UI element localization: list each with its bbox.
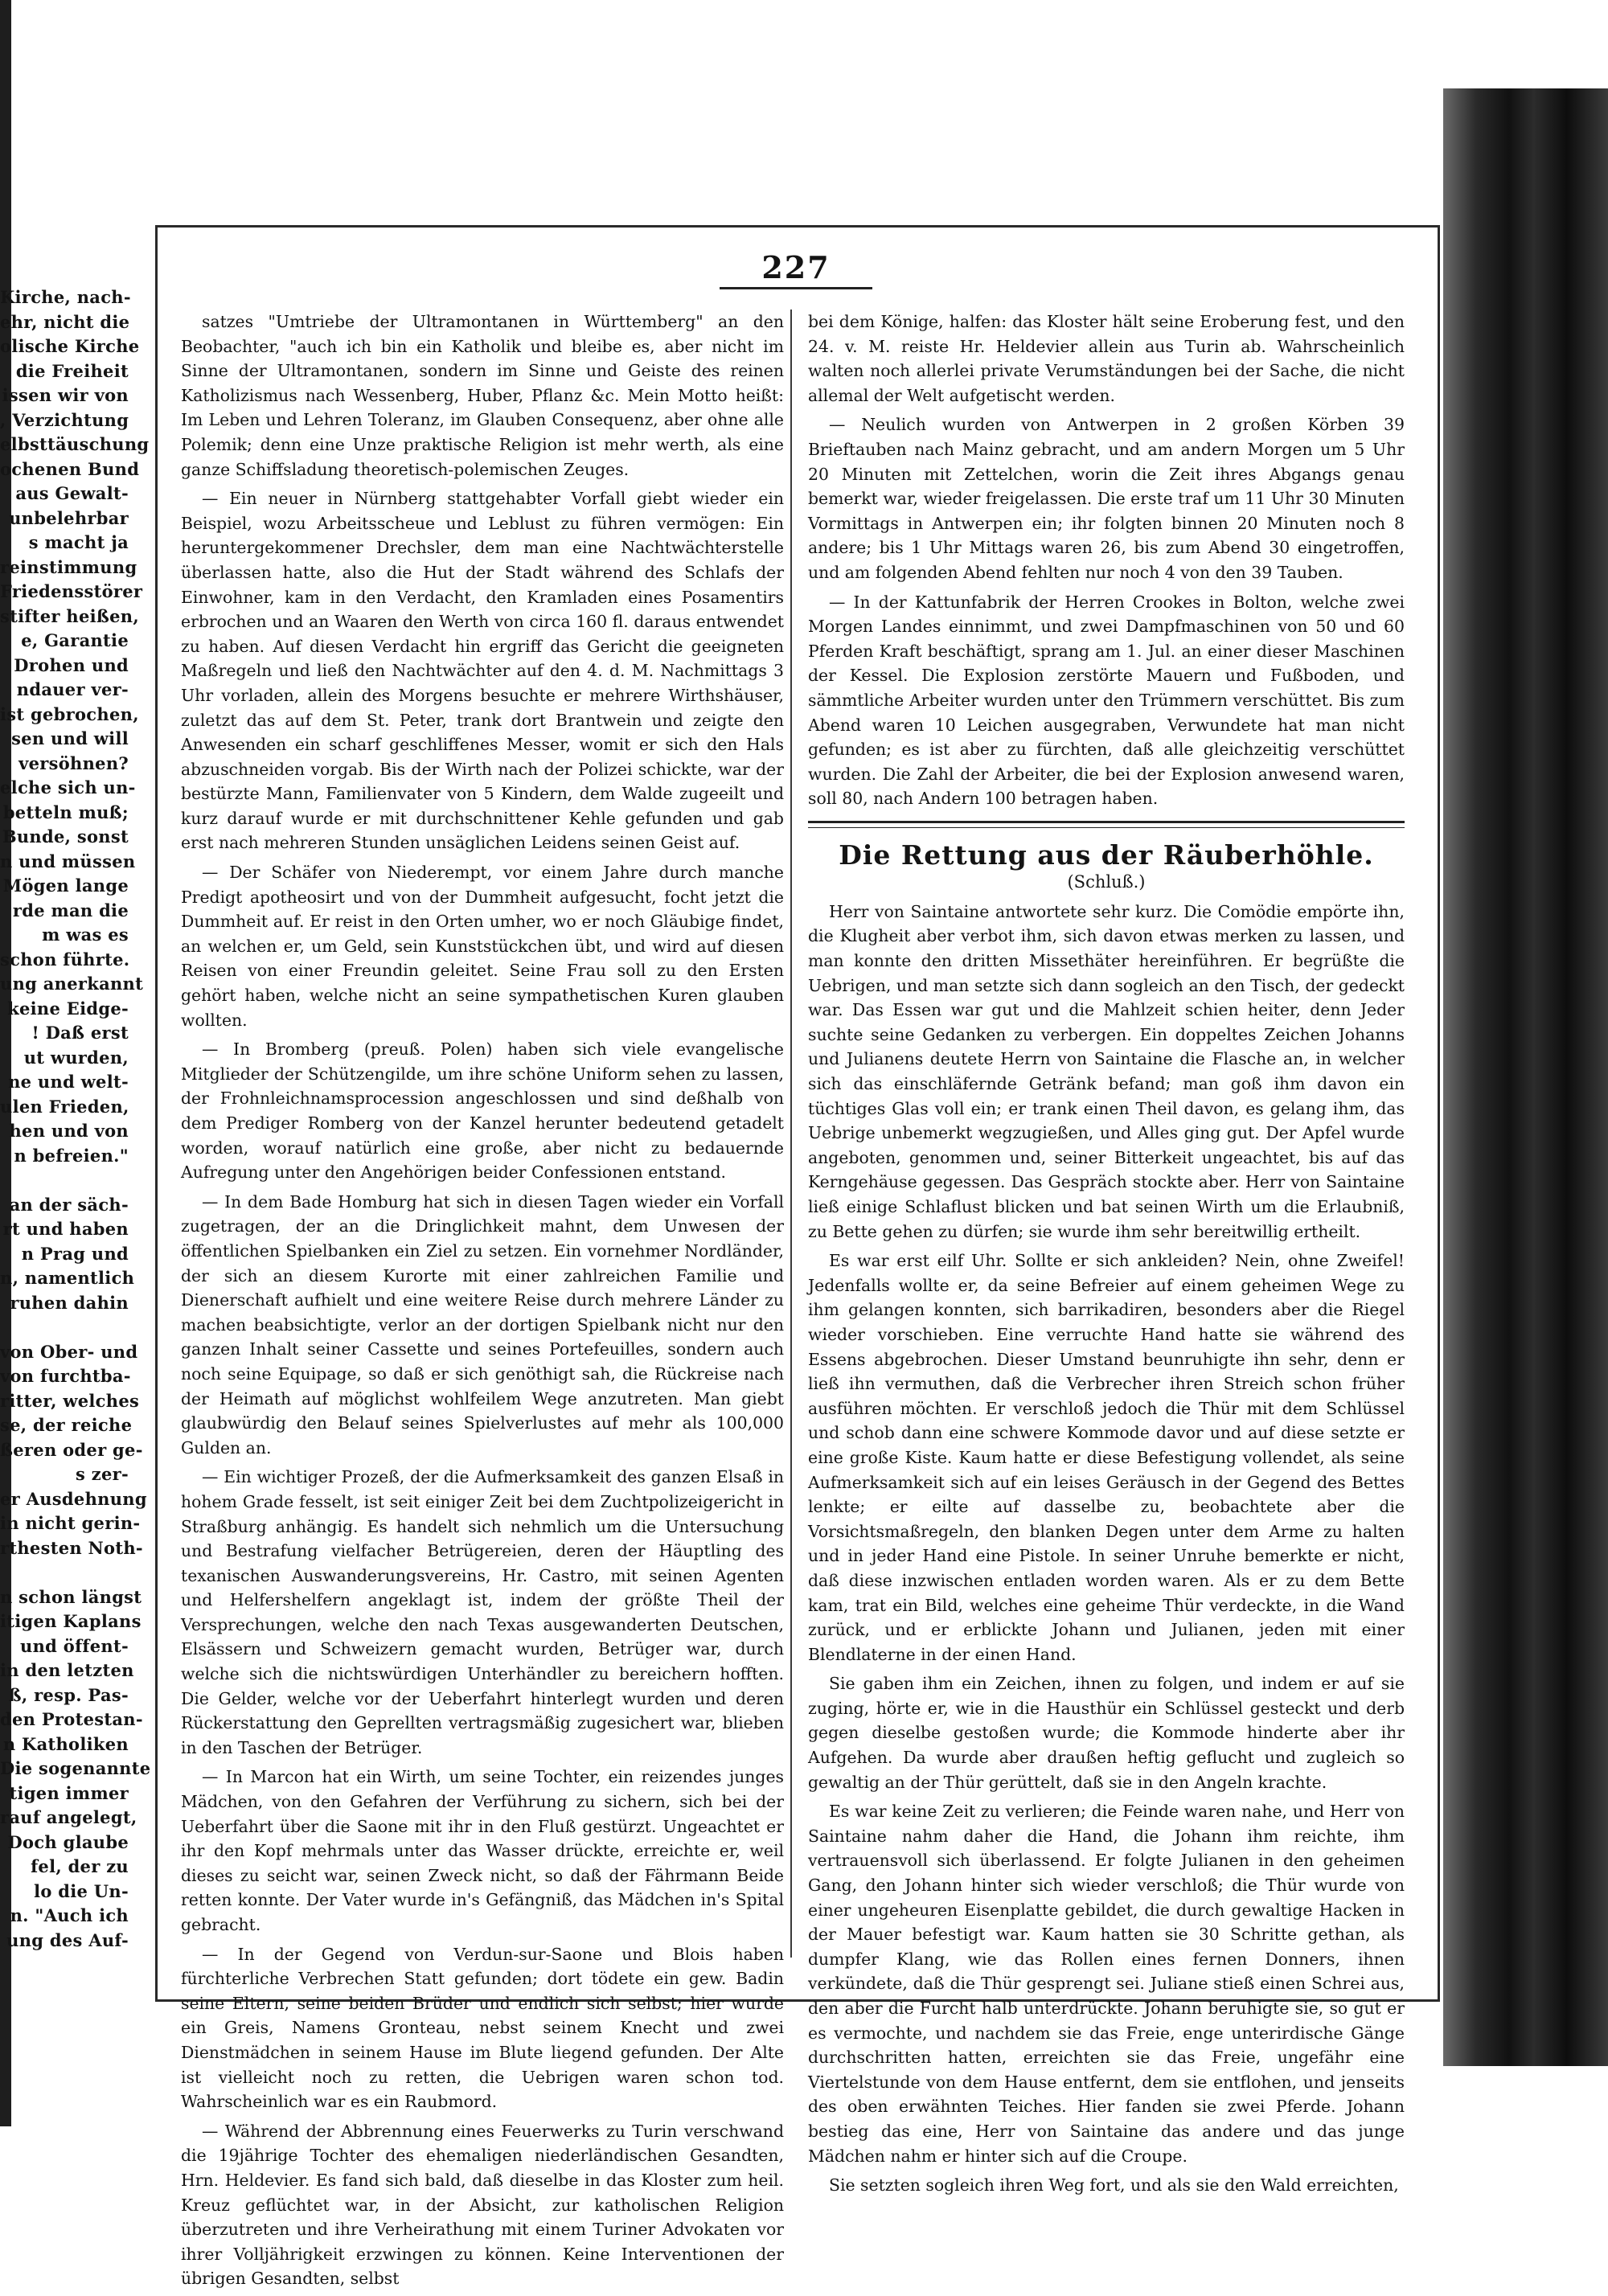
previous-page-line: unbelehrbar xyxy=(9,507,129,528)
article-paragraph: — In dem Bade Homburg hat sich in diesen Tagen wieder ein Vorfall zugetragen, der an die Dringlichkeit mahnt, dem Unwesen der öffentlichen Spielbanken ein Ziel zu setzen. Ein vornehmer Nordländer, der sich an diesem Kurorte mit einer zahlreichen Familie und Dienerschaft aufhielt und eine weitere Reise durch mehrere Länder zu machen beabsichtigte, verlor an der dortigen Spielbank nicht nur den ganzen Inhalt seiner Cassette und seines Portefeuilles, sondern auch noch seine Equipage, so daß er sich genöthigt sah, die Rückreise nach der Heimath auf möglichst wohlfeilem Wege anzutreten. Man giebt glaubwürdig den Belauf seines Spielverlustes auf mehr als 100,000 Gulden an. xyxy=(181,1191,784,1458)
previous-page-line: rauf angelegt, xyxy=(0,1807,137,1827)
previous-page-line: n Prag und xyxy=(21,1243,129,1264)
previous-page-line: von Ober- und xyxy=(0,1341,138,1362)
previous-page-line: ruhen dahin xyxy=(10,1292,129,1313)
article-paragraph: bei dem Könige, halfen: das Kloster hält seine Eroberung fest, und den 24. v. M. reiste Hr. Heldevier allein aus Turin ab. Wahrscheinlich walten noch allerlei private Verumständungen bei der Sache, die nicht allemal der Welt aufgetischt werden. xyxy=(808,312,1405,405)
previous-page-line: Kirche, nach- xyxy=(0,287,131,307)
previous-page-line: den Protestan- xyxy=(0,1709,143,1729)
article-paragraph: — In Marcon hat ein Wirth, um seine Tochter, ein reizendes junges Mädchen, von den Gefahren der Verführung zu sichern, sich bei der Ueberfahrt über die Saone mit ihr in den Fluß gestürzt. Ungeachtet er ihr den Kopf mehrmals unter das Wasser drückte, erreichte er, weil dieses zu seicht war, seinen Zweck nicht, so daß der Fährmann Beide retten konnte. Der Vater wurde in's Gefängniß, das Mädchen in's Spital gebracht. xyxy=(181,1767,784,1934)
previous-page-line: fel, der zu xyxy=(31,1856,129,1876)
previous-page-line: ulen Frieden, xyxy=(0,1096,129,1117)
article-paragraph: — In Bromberg (preuß. Polen) haben sich viele evangelische Mitglieder der Schützengilde, um ihre schöne Uniform sehen zu lassen, der Frohnleichnamsprocession angeschlossen und sind deßhalb von dem Prediger Romberg von der Kanzel herunter bedeutend getadelt worden, worauf natürlich eine große, aber nicht zu bedauernde Aufregung unter den Angehörigen beider Confessionen entstand. xyxy=(181,1039,784,1183)
previous-page-fragment xyxy=(0,285,151,1950)
page-number: 227 xyxy=(761,249,831,285)
story-paragraph: Es war keine Zeit zu verlieren; die Feinde waren nahe, und Herr von Saintaine nahm daher die Hand, die Johann ihm reichte, ihm vertrauensvoll sich überlassend. Er folgte Julianen in den geheimen Gang, den Johann hinter sich wieder verschloß; die Thür wurde von einer ungeheuren Eisenplatte gebildet, die durch gewaltige Hacken in der Mauer befestigt war. Kaum hatten sie 30 Schritte gethan, als dumpfer Klang, wie das Rollen eines fernen Donners, ihnen verkündete, daß die Thür gesprengt sei. Juliane stieß einen Schrei aus, den aber die Furcht halb unterdrückte. Johann beruhigte sie, so gut er es vermochte, und nachdem sie das Freie, enge unterirdische Gänge durchschritten hatten, erreichten sie das Freie, ungefähr eine Viertelstunde von dem Hause entfernt, dem sie entflohen, und jenseits des oben erwähnten Teiches. Hier fanden sie zwei Pferde. Johann bestieg das eine, Herr von Saintaine das andere und das junge Mädchen nahm er hinter sich auf die Croupe. xyxy=(808,1802,1405,2166)
story-paragraph: Es war erst eilf Uhr. Sollte er sich ankleiden? Nein, ohne Zweifel! Jedenfalls wollte er, da seine Befreier auf einem geheimen Wege zu ihm gelangen konnten, sich barrikadiren, besonders aber die Riegel wieder vorschieben. Eine verruchte Hand hatte sie während des Essens abgebrochen. Dieser Umstand beunruhigte ihn sehr, denn er ließ ihn vermuthen, daß die Verbrecher ihren Streich schon früher ausführen möchten. Er verschloß jedoch die Thür mit dem Schlüssel und schob dann eine schwere Kommode davor und auf diese setzte er eine große Kiste. Kaum hatte er diese Befestigung vollendet, als seine Aufmerksamkeit sich auf ein leises Geräusch in der Gegend des Bettes lenkte; er eilte auf dasselbe zu, beobachtete aber die Vorsichtsmaßregeln, den blanken Degen unter dem Arme zu halten und in jeder Hand eine Pistole. In seiner Unruhe bemerkte er nicht, daß diese inzwischen entladen worden waren. Als er zu dem Bette kam, trat ein Bild, welches eine geheime Thür verdeckte, in die Wand zurück, und er erblickte Johann und Julianen, jeden mit einer Blendlaterne in der einen Hand. xyxy=(808,1251,1405,1664)
previous-page-line: reinstimmung xyxy=(0,556,137,577)
previous-page-line: ist gebrochen, xyxy=(0,703,139,724)
previous-page-line: in den letzten xyxy=(0,1660,134,1680)
previous-page-line: Bunde, sonst xyxy=(2,826,129,847)
previous-page-line: ßeren oder ge- xyxy=(0,1439,143,1460)
previous-page-line: ehr, nicht die xyxy=(0,311,130,332)
article-paragraph: — Während der Abbrennung eines Feuerwerks zu Turin verschwand die 19jährige Tochter des ehemaligen niederländischen Gesandten, Hrn. Heldevier. Es fand sich bald, daß dieselbe in das Kloster zum heil. Kreuz geflüchtet war, in der Absicht, zur katholischen Religion überzutreten und ihre Verheirathung mit einem Turiner Advokaten vor ihrer Volljährigkeit erzwingen zu können. Keine Interventionen der übrigen Gesandten, selbst xyxy=(181,2121,784,2289)
previous-page-line xyxy=(0,1315,129,1340)
previous-page-line: an der säch- xyxy=(9,1194,129,1215)
previous-page-line: Doch glaube xyxy=(7,1831,129,1852)
article-paragraph: — Ein neuer in Nürnberg stattgehabter Vorfall giebt wieder ein Beispiel, wozu Arbeitsscheue und Leblust zu führen vermögen: Ein heruntergekommener Drechsler, dem man eine Nachtwächterstelle überlassen hatte, also die Hut der Stadt während des Schlafs der Einwohner, kam in den Verdacht, den Kramladen eines Posamentirs erbrochen und an Waaren den Werth von circa 160 fl. daraus entwendet zu haben. Auf diesen Verdacht hin ergriff das Gericht die geeigneten Maßregeln und ließ den Nachtwächter auf den 4. d. M. Nachmittags 3 Uhr vorladen, allein des Morgens besuchte er mehrere Wirthshäuser, zuletzt das auf dem St. Peter, trank dort Brantwein und zeigte den Anwesenden ein scharf geschliffenes Messer, womit er sich den Hals abzuschneiden vorgab. Bis der Wirth nach der Polizei schickte, war der bestürzte Mann, Familienvater von 5 Kindern, dem Walde zugeeilt und kurz darauf wurde er mit durchschnittener Kehle gefunden und gab erst nach mehreren Stunden unsäglichen Leidens seinen Geist auf. xyxy=(181,489,784,853)
previous-page-line: Drohen und xyxy=(14,654,129,675)
previous-page-line: betteln muß; xyxy=(2,802,129,822)
previous-page-line: itigen Kaplans xyxy=(0,1611,142,1631)
right-column xyxy=(808,310,1405,2203)
previous-page-line: und öffent- xyxy=(20,1635,129,1656)
article-paragraph: satzes "Umtriebe der Ultramontanen in Württemberg" an den Beobachter, "auch ich bin ein Katholik und bleibe es, aber nicht im Sinne der Ultramontanen, sondern im Sinne und Geiste des reinen Katholizismus nach Wessenberg, Huber, Pflanz &c. Mein Motto heißt: Im Leben und Lehren Toleranz, im Glauben Consequenz, aber ohne alle Polemik; denn eine Unze praktische Religion ist mehr werth, als eine ganze Schiffsladung theoretisch-polemischen Zeuges. xyxy=(181,312,784,479)
column-divider xyxy=(790,310,792,1958)
article-paragraph: — In der Kattunfabrik der Herren Crookes in Bolton, welche zwei Morgen Landes einnimmt, und zwei Dampfmaschinen von 50 und 60 Pferden Kraft beschäftigt, sprang am 1. Jul. an einer dieser Maschinen der Kessel. Die Explosion zerstörte Mauern und Fußboden, und sämmtliche Arbeiter wurden unter den Trümmern verschüttet. Bis zum Abend waren 10 Leichen ausgegraben, Verwundete hat man nicht gefunden; es ist aber zu fürchten, daß alle gleichzeitig verschüttet wurden. Die Zahl der Arbeiter, die bei der Explosion anwesend waren, soll 80, nach Andern 100 betragen haben. xyxy=(808,592,1405,809)
article-paragraph: — In der Gegend von Verdun-sur-Saone und Blois haben fürchterliche Verbrechen Statt gefunden; dort tödete ein gew. Badin seine Eltern, seine beiden Brüder und endlich sich selbst; hier wurde ein Greis, Namens Gronteau, nebst seinem Knecht und zwei Dienstmädchen in seinem Hause im Blute liegend gefunden. Der Alte ist vielleicht noch zu retten, die Uebrigen waren schon tod. Wahrscheinlich war es ein Raubmord. xyxy=(181,1944,784,2112)
previous-page-line: lo die Un- xyxy=(34,1880,129,1901)
previous-page-line: olische Kirche xyxy=(0,336,140,356)
previous-page-line: se, der reiche xyxy=(0,1415,133,1435)
previous-page-line: , Verzichtung xyxy=(0,409,129,430)
story-paragraph: Sie gaben ihm ein Zeichen, ihnen zu folgen, und indem er auf sie zuging, hörte er, wie in die Hausthür ein Schlüssel gesteckt und derb gegen dieselbe gestoßen wurde; die Kommode hinderte aber ihr Aufgehen. Da wurde aber draußen heftig geflucht und zugleich so gewaltig an der Thür gerüttelt, daß sie in den Angeln krachte. xyxy=(808,1674,1405,1792)
previous-page-line: die Freiheit xyxy=(15,360,129,381)
previous-page-line: rthesten Noth- xyxy=(0,1537,143,1558)
story-paragraph: Sie setzten sogleich ihren Weg fort, und als sie den Wald erreichten, xyxy=(829,2175,1399,2196)
previous-page-line: Mögen lange xyxy=(2,875,129,896)
previous-page-line: s zer- xyxy=(76,1464,129,1484)
previous-page-line xyxy=(0,1560,129,1585)
previous-page-line: elbsttäuschung xyxy=(0,434,150,454)
previous-page-line: sen und will xyxy=(11,728,129,748)
previous-page-line: ung des Auf- xyxy=(6,1929,129,1950)
previous-page-line: schon führte. xyxy=(0,949,130,970)
previous-page-line: issen wir von xyxy=(2,385,129,405)
previous-page-line: m was es xyxy=(42,925,129,945)
previous-page-line: Friedensstörer xyxy=(0,581,143,601)
previous-page-line: er Ausdehnung xyxy=(0,1488,147,1509)
previous-page-line: von furchtba- xyxy=(0,1366,131,1386)
previous-page-line: rde man die xyxy=(12,900,129,920)
previous-page-line: ung anerkannt xyxy=(0,974,144,994)
previous-page-line: ritter, welches xyxy=(0,1390,140,1411)
previous-page-line: aus Gewalt- xyxy=(15,483,129,503)
previous-page-line: hen und von xyxy=(9,1121,129,1141)
previous-page-line: ndauer ver- xyxy=(16,679,129,699)
previous-page-line: ochenen Bund xyxy=(0,458,140,479)
previous-page-line: ut wurden, xyxy=(23,1047,129,1068)
previous-page-line: stifter heißen, xyxy=(0,605,139,626)
story-title: Die Rettung aus der Räuberhöhle. xyxy=(839,838,1374,871)
previous-page-line: n und müssen xyxy=(0,851,136,871)
previous-page-line: ! Daß erst xyxy=(31,1023,129,1043)
previous-page-line: n schon längst xyxy=(0,1586,142,1607)
book-edge-shadow xyxy=(1443,88,1608,2066)
previous-page-line: elche sich un- xyxy=(0,777,136,797)
previous-page-line: s macht ja xyxy=(28,532,129,552)
previous-page-line: rt und haben xyxy=(2,1219,129,1239)
left-column xyxy=(181,310,784,2296)
previous-page-line: n. "Auch ich xyxy=(10,1905,129,1925)
previous-page-line: ne und welt- xyxy=(8,1072,129,1092)
previous-page-line: keine Eidge- xyxy=(7,998,129,1019)
previous-page-line: versöhnen? xyxy=(18,752,129,773)
section-divider xyxy=(808,821,1405,828)
article-paragraph: — Neulich wurden von Antwerpen in 2 großen Körben 39 Brieftauben nach Mainz gebracht, und am andern Morgen um 5 Uhr 20 Minuten mit Zettelchen, worin die Zeit ihres Abgangs genau bemerkt war, wieder freigelassen. Die erste traf um 11 Uhr 30 Minuten Vormittags in Antwerpen ein; ihr folgten binnen 20 Minuten noch 8 andere; bis 1 Uhr Mittags waren 26, bis zum Abend 30 eingetroffen, und am folgenden Abend fehlten nur noch 4 von den 39 Tauben. xyxy=(808,415,1405,582)
article-paragraph: — Ein wichtiger Prozeß, der die Aufmerksamkeit des ganzen Elsaß in hohem Grade fesselt, ist seit einiger Zeit bei dem Zuchtpolizeigericht in Straßburg anhängig. Es handelt sich nehmlich um die Untersuchung und Bestrafung vielfacher Betrügereien, deren der Häuptling des texanischen Auswanderungsvereins, Hr. Castro, mit seinen Agenten und Helfershelfern angeklagt ist, indem der größte Theil der Versprechungen, welche den nach Texas ausgewanderten Deutschen, Elsässern und Schweizern gemacht wurden, Betrüger war, durch welche sich die nichtswürdigen Unterhändler zu bereichern hofften. Die Gelder, welche vor der Ueberfahrt hinterlegt wurden und deren Rückerstattung den Geprellten vertragsmäßig zugesichert war, blieben in den Taschen der Betrüger. xyxy=(181,1467,784,1757)
previous-page-line: n befreien." xyxy=(14,1145,129,1166)
previous-page-line: tigen immer xyxy=(9,1782,129,1803)
previous-page-line: n, namentlich xyxy=(0,1268,135,1288)
previous-page-line: n Katholiken xyxy=(2,1733,129,1754)
article-paragraph: — Der Schäfer von Niederempt, vor einem Jahre durch manche Predigt apotheosirt und von der Dummheit aufgesucht, focht jetzt die Dummheit auf. Er reist in den Orten umher, wo er noch Gläubige findet, an welchen er, um Geld, sein Kunststückchen übt, und wird auf diesen Reisen von einer Freundin geleitet. Seine Frau soll zu den Ersten gehört haben, welche nicht an seine sympathetischen Kuren glauben wollten. xyxy=(181,863,784,1030)
story-paragraph: Herr von Saintaine antwortete sehr kurz. Die Comödie empörte ihn, die Klugheit aber verbot ihm, sich davon etwas merken zu lassen, und man konnte den dritten Missethäter hereinführen. Er begrüßte die Uebrigen, und man setzte sich dann sogleich an den Tisch, der gedeckt war. Das Essen war gut und die Mahlzeit schien heiter, denn Jeder suchte seine Gedanken zu verbergen. Ein doppeltes Zeichen Johanns und Julianens deutete Herrn von Saintaine die Flasche an, in welcher sich das einschläfernde Getränk befand; man goß ihm davon ein tüchtiges Glas voll ein; er trank einen Theil davon, es gelang ihm, das Uebrige unbemerkt wegzugießen, und Alles ging gut. Der Apfel wurde angeboten, genommen und, seiner Bitterkeit ungeachtet, bis auf das Kerngehäuse gegessen. Das Gespräch stockte aber. Herr von Saintaine ließ einige Schlaflust blicken und bat seinen Wirth um die Erlaubniß, zu Bette gehen zu dürfen; sie wurde ihm sehr bereitwillig ertheilt. xyxy=(808,901,1405,1241)
previous-page-line xyxy=(0,1168,129,1193)
page-number-rule xyxy=(720,287,872,289)
previous-page-line: ß, resp. Pas- xyxy=(8,1684,129,1705)
previous-page-line: in nicht gerin- xyxy=(0,1513,141,1533)
previous-page-line: e, Garantie xyxy=(21,630,129,650)
previous-page-line: Die sogenannte xyxy=(0,1758,151,1778)
story-subtitle: (Schluß.) xyxy=(1067,871,1146,892)
